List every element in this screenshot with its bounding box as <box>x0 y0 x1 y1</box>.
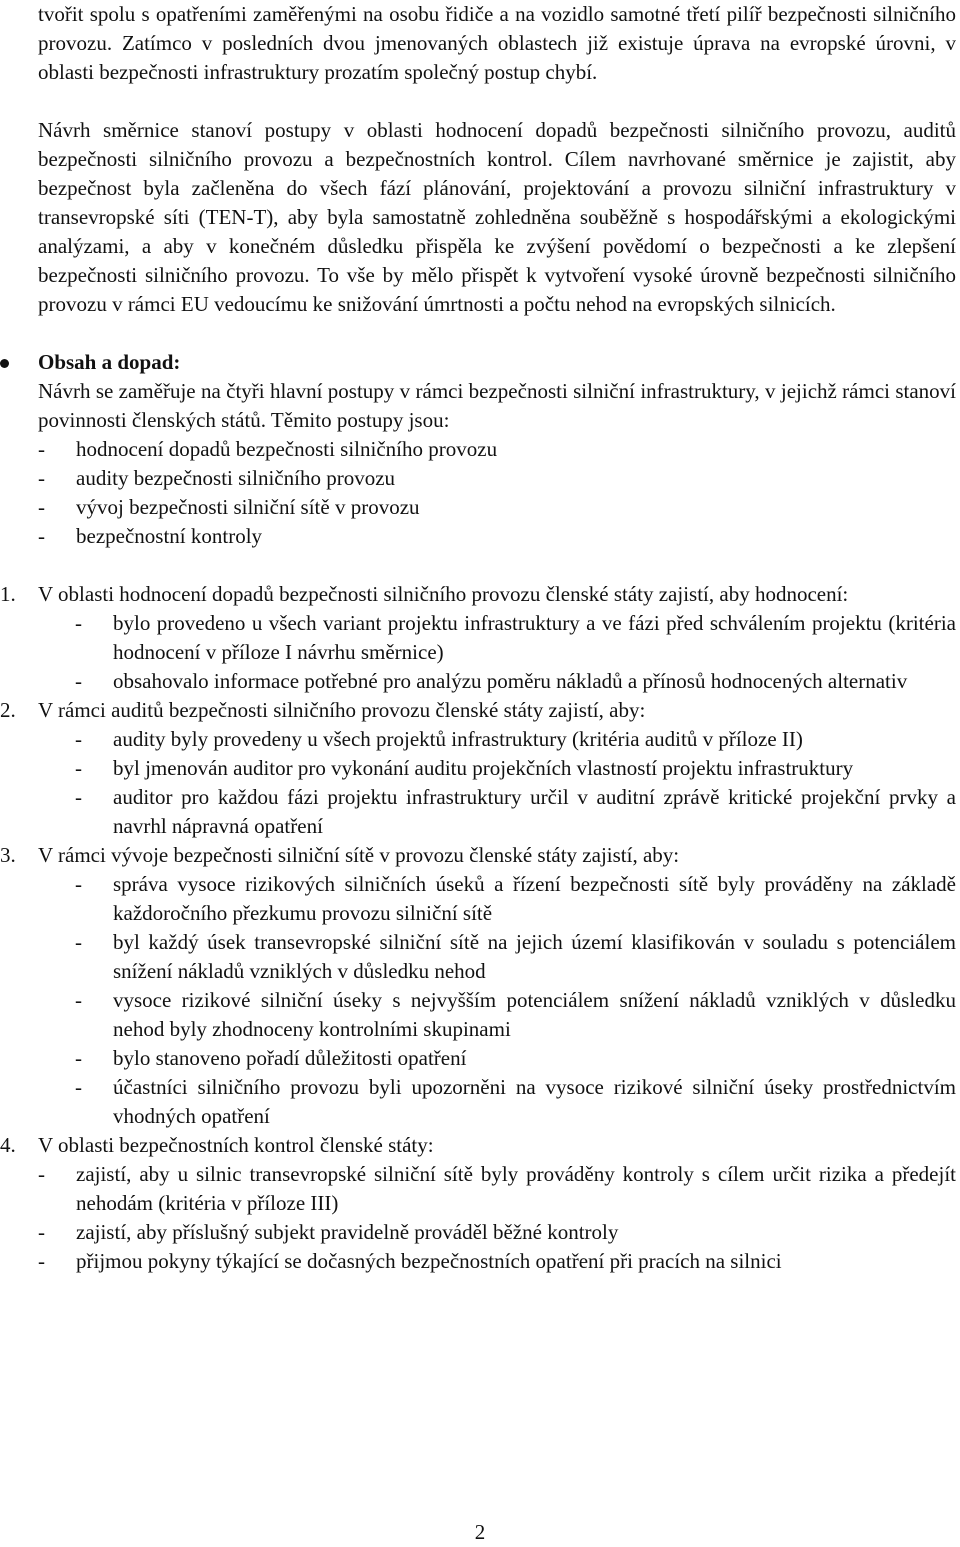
procedure-text: audity bezpečnosti silničního provozu <box>76 466 396 490</box>
dash-marker: - <box>38 1162 45 1186</box>
list-item <box>38 522 956 551</box>
dash-marker: - <box>75 1046 82 1070</box>
sub-list <box>38 870 956 1131</box>
list-item <box>75 986 956 1044</box>
list-item <box>75 1044 956 1073</box>
dash-marker: - <box>38 1249 45 1273</box>
item-heading: V rámci vývoje bezpečnosti silniční sítě v provozu členské státy zajistí, aby: <box>38 843 680 867</box>
dash-marker: - <box>38 437 45 461</box>
dash-marker: - <box>75 611 82 635</box>
numbered-list <box>0 580 956 1276</box>
intro-paragraph-2: Návrh směrnice stanoví postupy v oblasti hodnocení dopadů bezpečnosti silničního provozu, auditů bezpečnosti silničního provozu a bezpečnostních kontrol. Cílem navrhované směrnice je zajistit, aby bezpečnost byla začleněna do všech fází plánování, projektování a provozu silniční infrastruktury v transevropské síti (TEN-T), aby byla samostatně zohledněna souběžně s hospodářskými a ekologickými analýzami, a aby v konečném důsledku přispěla ke zvýšení povědomí o bezpečnosti a ke zlepšení bezpečnosti silničního provozu. To vše by mělo přispět k vytvoření vysoké úrovně bezpečnosti silničního provozu v rámci EU vedoucímu ke snižování úmrtnosti a počtu nehod na evropských silnicích. <box>38 118 956 316</box>
dash-marker: - <box>75 988 82 1012</box>
list-item-text: zajistí, aby u silnic transevropské silniční sítě byly prováděny kontroly s cílem určit rizika a předejít nehodám (kritéria v příloze III) <box>76 1162 956 1215</box>
list-item-text: vysoce rizikové silniční úseky s nejvyšším potenciálem snížení nákladů vzniklých v důsledku nehod byly zhodnoceny kontrolními skupinami <box>113 988 956 1041</box>
dash-marker: - <box>75 727 82 751</box>
intro-paragraph-1: tvořit spolu s opatřeními zaměřenými na osobu řidiče a na vozidlo samotné třetí pilíř bezpečnosti silničního provozu. Zatímco v posledních dvou jmenovaných oblastech již existuje úprava na evropské úrovni, v oblasti bezpečnosti infrastruktury prozatím společný postup chybí. <box>38 2 956 84</box>
list-item-text: audity byly provedeny u všech projektů infrastruktury (kritéria auditů v příloze II) <box>113 727 803 751</box>
procedure-text: vývoj bezpečnosti silniční sítě v provozu <box>76 495 420 519</box>
sub-list <box>38 1160 956 1276</box>
item-heading: V rámci auditů bezpečnosti silničního provozu členské státy zajistí, aby: <box>38 698 646 722</box>
item-heading: V oblasti bezpečnostních kontrol členské státy: <box>38 1133 434 1157</box>
list-item <box>75 754 956 783</box>
numbered-item-3 <box>0 841 956 1131</box>
list-item-text: byl jmenován auditor pro vykonání auditu projekčních vlastností projektu infrastruktury <box>113 756 854 780</box>
page-number: 2 <box>474 1520 486 1544</box>
dash-marker: - <box>38 495 45 519</box>
list-item <box>75 870 956 928</box>
list-item <box>38 493 956 522</box>
item-number: 4. <box>0 1133 16 1157</box>
list-item-text: bylo provedeno u všech variant projektu infrastruktury a ve fázi před schválením projektu (kritéria hodnocení v příloze I návrhu směrnice) <box>113 611 956 664</box>
list-item <box>38 1218 956 1247</box>
list-item <box>75 725 956 754</box>
list-item <box>75 783 956 841</box>
dash-marker: - <box>75 669 82 693</box>
dash-marker: - <box>75 785 82 809</box>
dash-marker: - <box>38 466 45 490</box>
procedure-text: bezpečnostní kontroly <box>76 524 263 548</box>
list-item-text: účastníci silničního provozu byli upozorněni na vysoce rizikové silniční úseky prostřednictvím vhodných opatření <box>113 1075 956 1128</box>
dash-marker: - <box>75 1075 82 1099</box>
spacer <box>38 87 956 116</box>
sub-list <box>38 725 956 841</box>
list-item <box>75 928 956 986</box>
procedures-list <box>38 435 956 551</box>
dash-marker: - <box>75 872 82 896</box>
list-item-text: přijmou pokyny týkající se dočasných bezpečnostních opatření při pracích na silnici <box>76 1249 782 1273</box>
dash-marker: - <box>38 1220 45 1244</box>
list-item <box>75 609 956 667</box>
list-item <box>38 435 956 464</box>
list-item <box>75 667 956 696</box>
item-number: 3. <box>0 843 16 867</box>
content-impact-section <box>38 348 956 551</box>
dash-marker: - <box>75 756 82 780</box>
item-heading: V oblasti hodnocení dopadů bezpečnosti silničního provozu členské státy zajistí, aby hodnocení: <box>38 582 849 606</box>
bullet-icon <box>0 359 9 368</box>
list-item-text: auditor pro každou fázi projektu infrastruktury určil v auditní zprávě kritické projekční prvky a navrhl nápravná opatření <box>113 785 956 838</box>
item-number: 2. <box>0 698 16 722</box>
list-item-text: bylo stanoveno pořadí důležitosti opatření <box>113 1046 467 1070</box>
dash-marker: - <box>38 524 45 548</box>
numbered-item-4 <box>0 1131 956 1276</box>
dash-marker: - <box>75 930 82 954</box>
procedure-text: hodnocení dopadů bezpečnosti silničního provozu <box>76 437 498 461</box>
sub-list <box>38 609 956 696</box>
spacer <box>38 551 956 580</box>
list-item-text: zajistí, aby příslušný subjekt pravidelně prováděl běžné kontroly <box>76 1220 619 1244</box>
section-title: Obsah a dopad: <box>38 350 181 374</box>
list-item <box>75 1073 956 1131</box>
numbered-item-1 <box>0 580 956 696</box>
list-item-text: obsahovalo informace potřebné pro analýzu poměru nákladů a přínosů hodnocených alternativ <box>113 669 908 693</box>
list-item <box>38 1160 956 1218</box>
spacer <box>38 319 956 348</box>
list-item-text: byl každý úsek transevropské silniční sítě na jejich území klasifikován v souladu s potenciálem snížení nákladů vzniklých v důsledku nehod <box>113 930 956 983</box>
numbered-item-2 <box>0 696 956 841</box>
list-item <box>38 464 956 493</box>
list-item-text: správa vysoce rizikových silničních úseků a řízení bezpečnosti sítě byly prováděny na základě každoročního přezkumu provozu silniční sítě <box>113 872 956 925</box>
section-text: Návrh se zaměřuje na čtyři hlavní postupy v rámci bezpečnosti silniční infrastruktury, v jejichž rámci stanoví povinnosti členských států. Těmito postupy jsou: <box>38 379 956 432</box>
item-number: 1. <box>0 582 16 606</box>
list-item <box>38 1247 956 1276</box>
